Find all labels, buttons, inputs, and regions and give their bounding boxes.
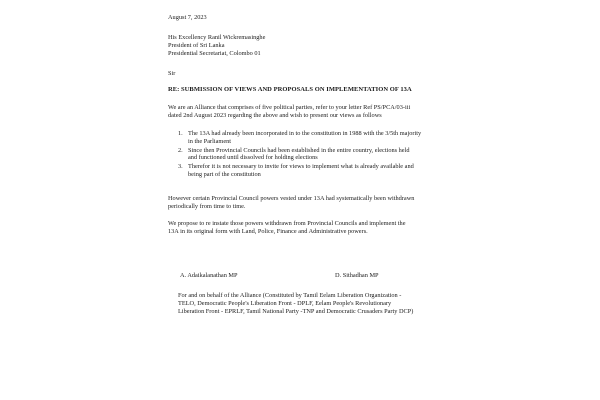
numbered-points <box>178 130 458 180</box>
intro-line: We are an Alliance that comprises of five political parties, refer to your letter Ref PS/PCA/03-iii <box>168 104 411 111</box>
paragraph-line: However certain Provincial Council powers vested under 13A had systematically been withdrawn <box>168 195 415 202</box>
list-item-line: The 13A had already been incorporated in to the constitution in 1988 with the 3/5th majority <box>188 130 422 137</box>
list-item-text <box>188 163 458 179</box>
closing-paragraph <box>178 292 460 315</box>
list-item-line: Since then Provincial Councils had been established in the entire country, elections held <box>188 146 410 154</box>
list-item-text <box>188 147 458 163</box>
closing-line: For and on behalf of the Alliance (Constituted by Tamil Eelam Liberation Organization - <box>178 292 402 299</box>
proposal-paragraph <box>168 220 458 236</box>
recipient-line: Presidential Secretariat, Colombo 01 <box>168 49 261 57</box>
letter-date: August 7, 2023 <box>168 14 207 21</box>
paragraph-line: 13A in its original form with Land, Police, Finance and Administrative powers. <box>168 227 368 235</box>
signatory-name: D. Sithadhan MP <box>335 272 379 279</box>
list-item-line: Therefor it is not necessary to invite for views to implement what is already available and <box>188 163 414 171</box>
recipient-line: His Excellency Ranil Wickremasinghe <box>168 34 266 41</box>
list-item-line: and functioned until dissolved for holding elections <box>188 154 318 162</box>
closing-line: TELO, Democratic People's Liberation Front - DPLF, Eelam People's Revolutionary <box>178 299 392 307</box>
paragraph-line: periodically from time to time. <box>168 202 246 210</box>
list-item-line: in the Parliament <box>188 137 232 145</box>
list-item-text <box>188 130 458 146</box>
list-item <box>178 130 458 146</box>
list-item-number: 1. <box>178 130 183 137</box>
withdrawn-powers-paragraph <box>168 195 458 211</box>
intro-line: dated 2nd August 2023 regarding the above and wish to present our views as follows <box>168 111 382 119</box>
list-item-number: 3. <box>178 163 183 171</box>
list-item <box>178 147 458 163</box>
list-item-line: being part of the constitution <box>188 170 261 178</box>
intro-paragraph <box>168 104 453 120</box>
paragraph-line: We propose to re instate those powers withdrawn from Provincial Councils and implement the <box>168 220 406 227</box>
recipient-address <box>168 34 265 57</box>
salutation: Sir <box>168 70 176 77</box>
subject-line: RE: SUBMISSION OF VIEWS AND PROPOSALS ON IMPLEMENTATION OF 13A <box>168 86 412 93</box>
recipient-line: President of Sri Lanka <box>168 41 225 49</box>
list-item-number: 2. <box>178 146 183 154</box>
closing-line: Liberation Front - EPRLF, Tamil National Party -TNP and Democratic Crusaders Party DCP) <box>178 307 414 315</box>
signatory-name: A. Adaikalanathan MP <box>180 272 238 279</box>
list-item <box>178 163 458 179</box>
